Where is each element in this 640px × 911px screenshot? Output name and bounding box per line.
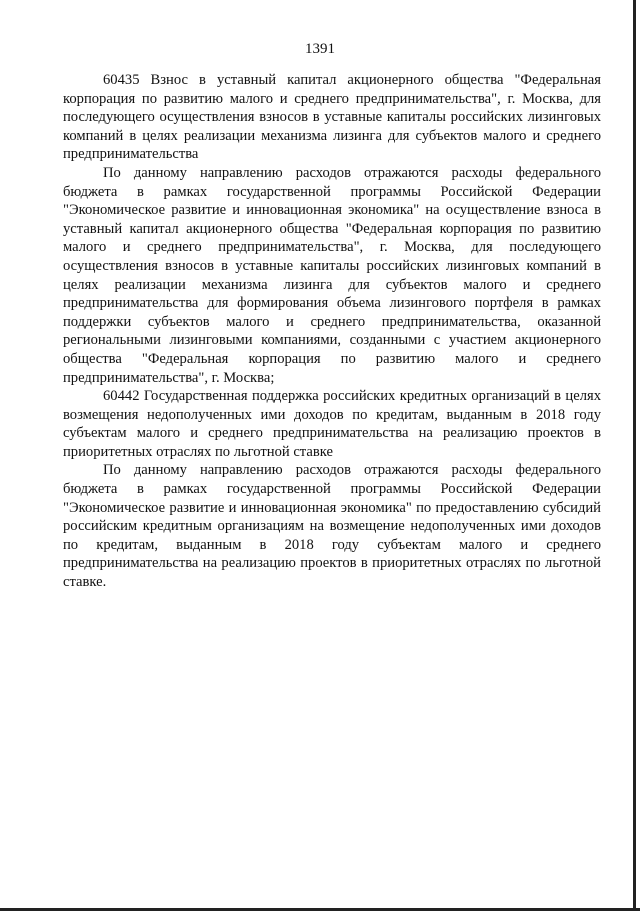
paragraph-60435-description: По данному направлению расходов отражаются расходы федерального бюджета в рамках государственной программы Российской Федерации "Экономическое развитие и инновационная экономика" на осуществление взноса в уставный капитал акционерного общества "Федеральная корпорация по развитию малого и среднего предпринимательства", г. Москва, для последующего осуществления взносов в уставные капиталы российских лизинговых компаний в целях реализации механизма лизинга для субъектов малого и среднего предпринимательства для формирования объема лизингового портфеля в рамках поддержки субъектов малого и среднего предпринимательства, оказанной региональными лизинговыми компаниями, созданными с участием акционерного общества "Федеральная корпорация по развитию малого и среднего предпринимательства", г. Москва; [63,164,601,386]
scan-edge-right [633,0,636,911]
paragraph-60442-heading: 60442 Государственная поддержка российских кредитных организаций в целях возмещения недополученных ими доходов по кредитам, выданным в 2018 году субъектам малого и среднего предпринимательства на реализацию проектов в приоритетных отраслях по льготной ставке [63,388,601,460]
paragraph-60435-heading: 60435 Взнос в уставный капитал акционерного общества "Федеральная корпорация по развитию малого и среднего предпринимательства", г. Москва, для последующего осуществления взносов в уставные капиталы российских лизинговых компаний в целях реализации механизма лизинга для субъектов малого и среднего предпринимательства [63,72,601,163]
document-body [63,71,601,592]
paragraph-60442-description: По данному направлению расходов отражаются расходы федерального бюджета в рамках государственной программы Российской Федерации "Экономическое развитие и инновационная экономика" по предоставлению субсидий российским кредитным организациям на возмещение недополученных ими доходов по кредитам, выданным в 2018 году субъектам малого и среднего предпринимательства на реализацию проектов в приоритетных отраслях по льготной ставке. [63,462,601,591]
page-number: 1391 [305,41,335,57]
